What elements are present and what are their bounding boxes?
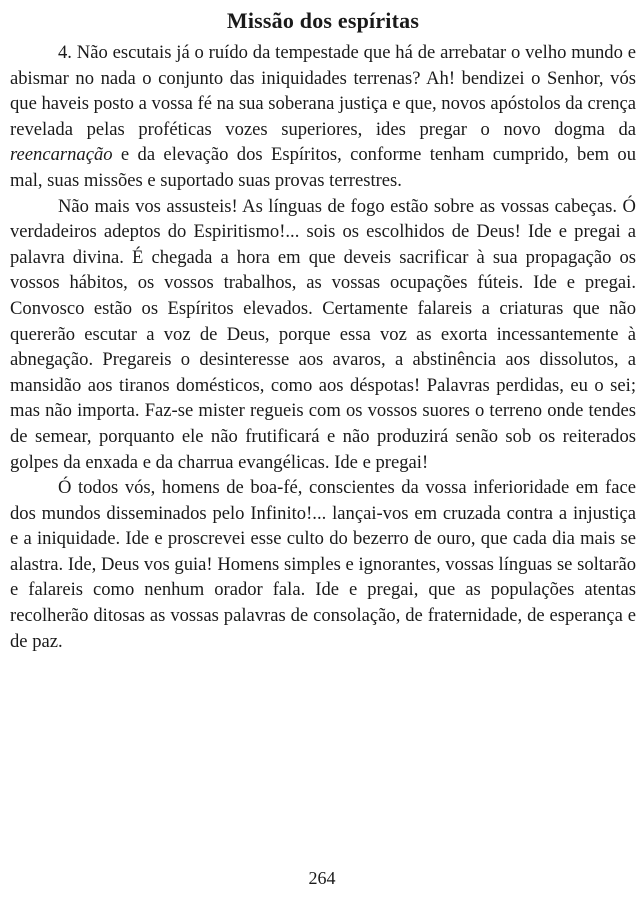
page-title: Missão dos espíritas [226,8,420,33]
page-number: 264 [308,868,336,888]
paragraph-3-text: Ó todos vós, homens de boa-fé, conscientes da vossa inferioridade em face dos mundos disseminados pelo Infinito!... lançai-vos em cruzada contra a injustiça e a iniquidade. Ide e proscrevei esse culto do bezerro de ouro, que cada dia mais se alastra. Ide, Deus vos guia! Homens simples e ignorantes, vossas línguas se soltarão e falareis como nenhum orador fala. Ide e pregai, que as populações atentas recolherão ditosas as vossas palavras de consolação, de fraternidade, de esperança e de paz. [10,477,636,652]
paragraph-1-text: 4. Não escutais já o ruído da tempestade que há de arrebatar o velho mundo e abismar no nada o conjunto das iniquidades terrenas? Ah! bendizei o Senhor, vós que haveis posto a vossa fé na sua soberana justiça e que, novos apóstolos da crença revelada pelas proféticas vozes superiores, ides pregar o novo dogma da [10,42,636,140]
paragraph-3 [10,475,636,654]
paragraph-2-text: Não mais vos assusteis! As línguas de fogo estão sobre as vossas cabeças. Ó verdadeiros adeptos do Espiritismo!... sois os escolhidos de Deus! Ide e pregai a palavra divina. É chegada a hora em que deveis sacrificar à sua propagação os vossos hábitos, os vossos trabalhos, as vossas ocupações fúteis. Ide e pregai. Convosco estão os Espíritos elevados. Certamente falareis a criaturas que não quererão escutar a voz de Deus, porque essa voz as exorta incessantemente à abnegação. Pregareis o desinteresse aos avaros, a abstinência aos dissolutos, a mansidão aos tiranos domésticos, como aos déspotas! Palavras perdidas, eu o sei; mas não importa. Faz-se mister regueis com os vossos suores o terreno onde tendes de semear, porquanto ele não frutificará e não produzirá senão sob os reiterados golpes da enxada e da charrua evangélicas. Ide e pregai! [10,195,636,473]
paragraph-1 [10,40,636,194]
page-body [10,6,636,654]
emphasis-reencarnacao: reencarnação [10,144,113,166]
paragraph-2 [10,194,636,476]
paragraph-1-text-end: e da elevação dos Espíritos, conforme tenham cumprido, bem ou mal, suas missões e suportado suas provas terrestres. [10,144,636,191]
